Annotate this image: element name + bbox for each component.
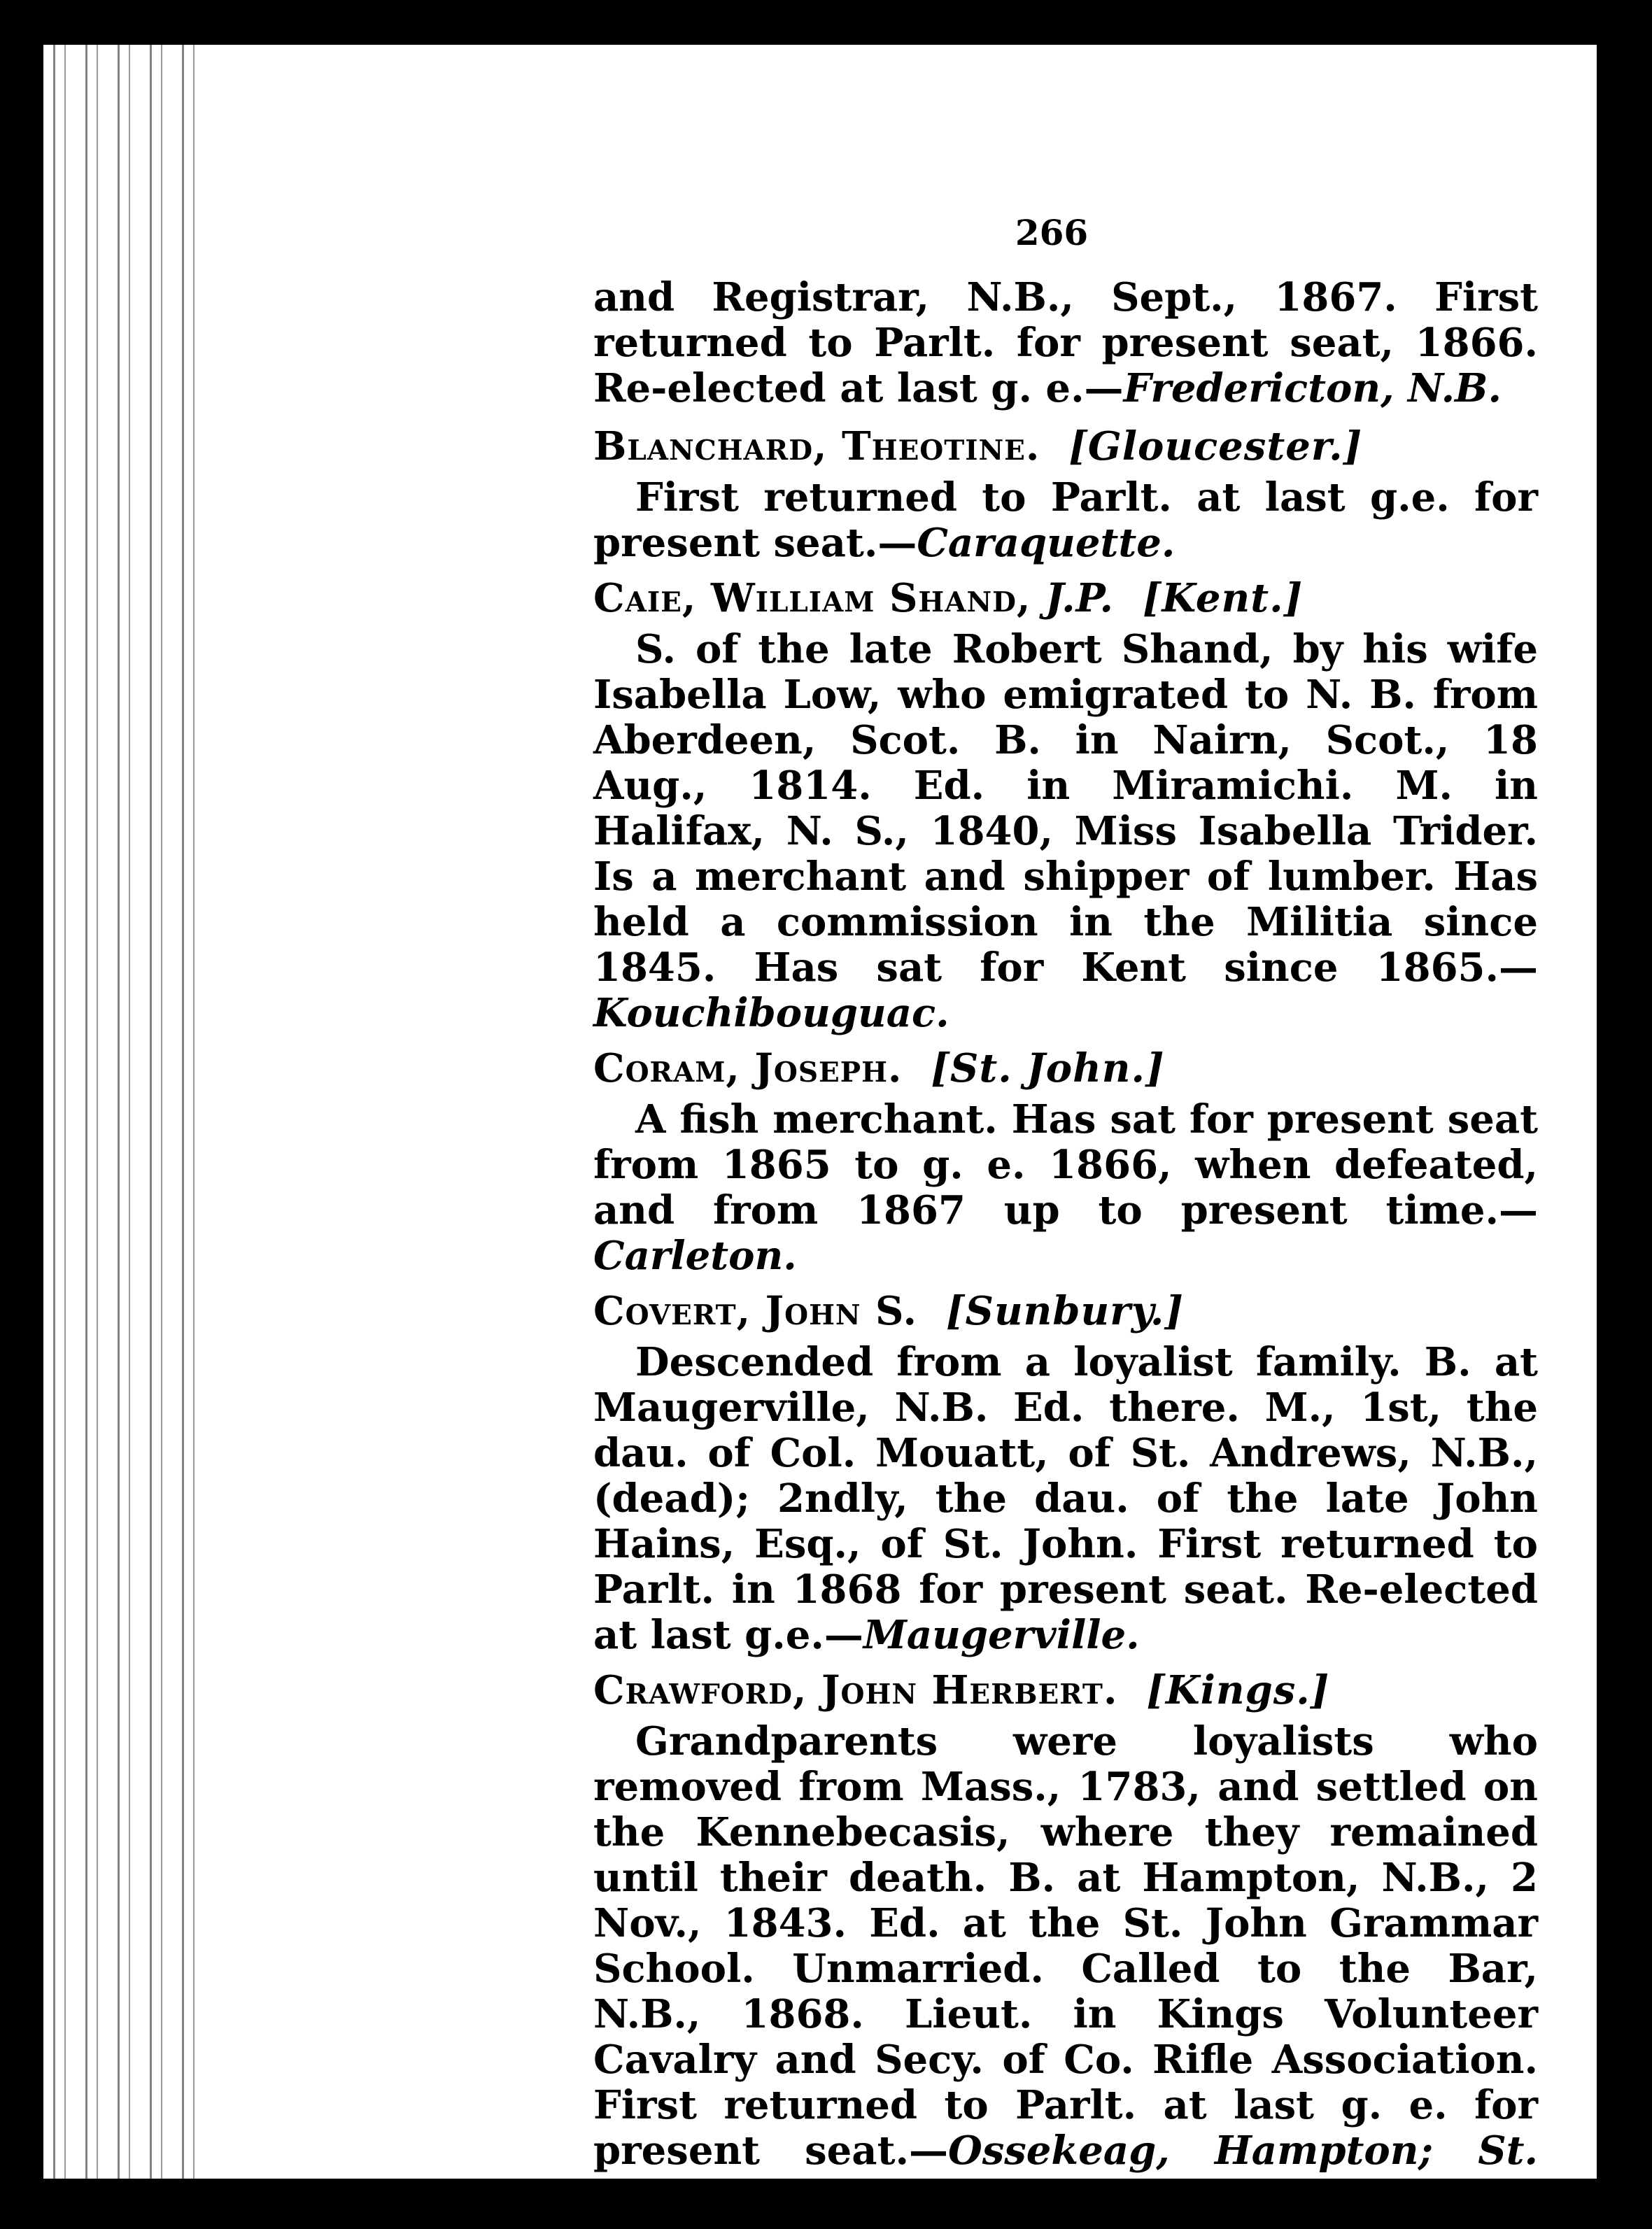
entry-heading: Covert, John S. [Sunbury.] xyxy=(593,1288,1184,1334)
entry-given-name: John Herbert. xyxy=(821,1667,1118,1713)
entry-crawford xyxy=(593,1668,1538,2219)
continuation-paragraph xyxy=(593,275,1538,411)
entry-given-name: Theotine. xyxy=(842,423,1040,469)
entry-heading: Coram, Joseph. [St. John.] xyxy=(593,1045,1165,1091)
continuation-place: Fredericton, N.B. xyxy=(1123,365,1502,411)
entry-given-name: William Shand, xyxy=(710,575,1031,621)
entry-text: Descended from a loyalist family. B. at Maugerville, N.B. Ed. there. M., 1st, the dau. of Col. Mouatt, of St. Andrews, N.B., (dead); 2ndly, the dau. of the late John Hains, Esq., of St. John. First returned to Parlt. in 1868 for present seat. Re-elected at last g.e.— xyxy=(593,1339,1538,1658)
entry-place: Ossekeag, Hampton; St. John. xyxy=(593,2128,1538,2219)
entry-surname: Coram xyxy=(593,1045,726,1091)
entry-constituency: [St. John.] xyxy=(931,1045,1165,1091)
entry-covert xyxy=(593,1289,1538,1658)
entry-constituency: [Kent.] xyxy=(1142,575,1304,621)
entry-text: S. of the late Robert Shand, by his wife Isabella Low, who emigrated to N. B. from Aberdeen, Scot. B. in Nairn, Scot., 18 Aug., 1814. Ed. in Miramichi. M. in Halifax, N. S., 1840, Miss Isabella Trider. Is a merchant and shipper of lumber. Has held a commission in the Militia since 1845. Has sat for Kent since 1865.— xyxy=(593,626,1538,991)
scan-border-right xyxy=(1597,0,1652,2226)
entry-place: Carleton. xyxy=(593,1233,797,1279)
entry-place: Kouchibouguac. xyxy=(593,990,949,1036)
entry-body xyxy=(593,627,1538,1036)
entry-place: Caraquette. xyxy=(917,520,1176,566)
entry-body xyxy=(593,475,1538,566)
entry-heading: Blanchard, Theotine. [Gloucester.] xyxy=(593,423,1363,469)
page-number: 266 xyxy=(1015,212,1089,253)
entry-given-name: John S. xyxy=(765,1288,917,1334)
entry-title: J.P. xyxy=(1045,575,1114,621)
entry-given-name: Joseph. xyxy=(754,1045,903,1091)
entry-text: First returned to Parlt. at last g.e. for present seat.— xyxy=(593,474,1538,566)
entry-constituency: [Gloucester.] xyxy=(1068,423,1363,469)
page-edge-shadow xyxy=(43,45,197,2179)
entry-heading: Crawford, John Herbert. [Kings.] xyxy=(593,1667,1330,1713)
entry-coram xyxy=(593,1046,1538,1279)
entry-constituency: [Kings.] xyxy=(1146,1667,1330,1713)
entry-text: A fish merchant. Has sat for present seat from 1865 to g. e. 1866, when defeated, and from 1867 up to present time.— xyxy=(593,1096,1538,1233)
entry-surname: Blanchard xyxy=(593,423,814,469)
entry-surname: Covert xyxy=(593,1288,737,1334)
page-text xyxy=(593,210,1538,2229)
entry-heading: Caie, William Shand, J.P. [Kent.] xyxy=(593,575,1304,621)
entry-text: Grandparents were loyalists who removed from Mass., 1783, and settled on the Kennebecasis, where they remained until their death. B. at Hampton, N.B., 2 Nov., 1843. Ed. at the St. John Grammar School. Unmarried. Called to the Bar, N.B., 1868. Lieut. in Kings Volunteer Cavalry and Secy. of Co. Rifle Association. First returned to Parlt. at last g. e. for present seat.— xyxy=(593,1718,1538,2174)
entry-body xyxy=(593,1719,1538,2219)
entry-body xyxy=(593,1340,1538,1658)
entry-surname: Caie xyxy=(593,575,682,621)
continuation-text: and Registrar, N.B., Sept., 1867. First returned to Parlt. for present seat, 1866. Re-elected at last g. e.— xyxy=(593,274,1538,411)
entry-surname: Crawford xyxy=(593,1667,793,1713)
entry-body xyxy=(593,1097,1538,1279)
entry-blanchard xyxy=(593,424,1538,566)
entry-place: Maugerville. xyxy=(863,1612,1140,1658)
entry-caie xyxy=(593,576,1538,1036)
entry-constituency: [Sunbury.] xyxy=(946,1288,1184,1334)
